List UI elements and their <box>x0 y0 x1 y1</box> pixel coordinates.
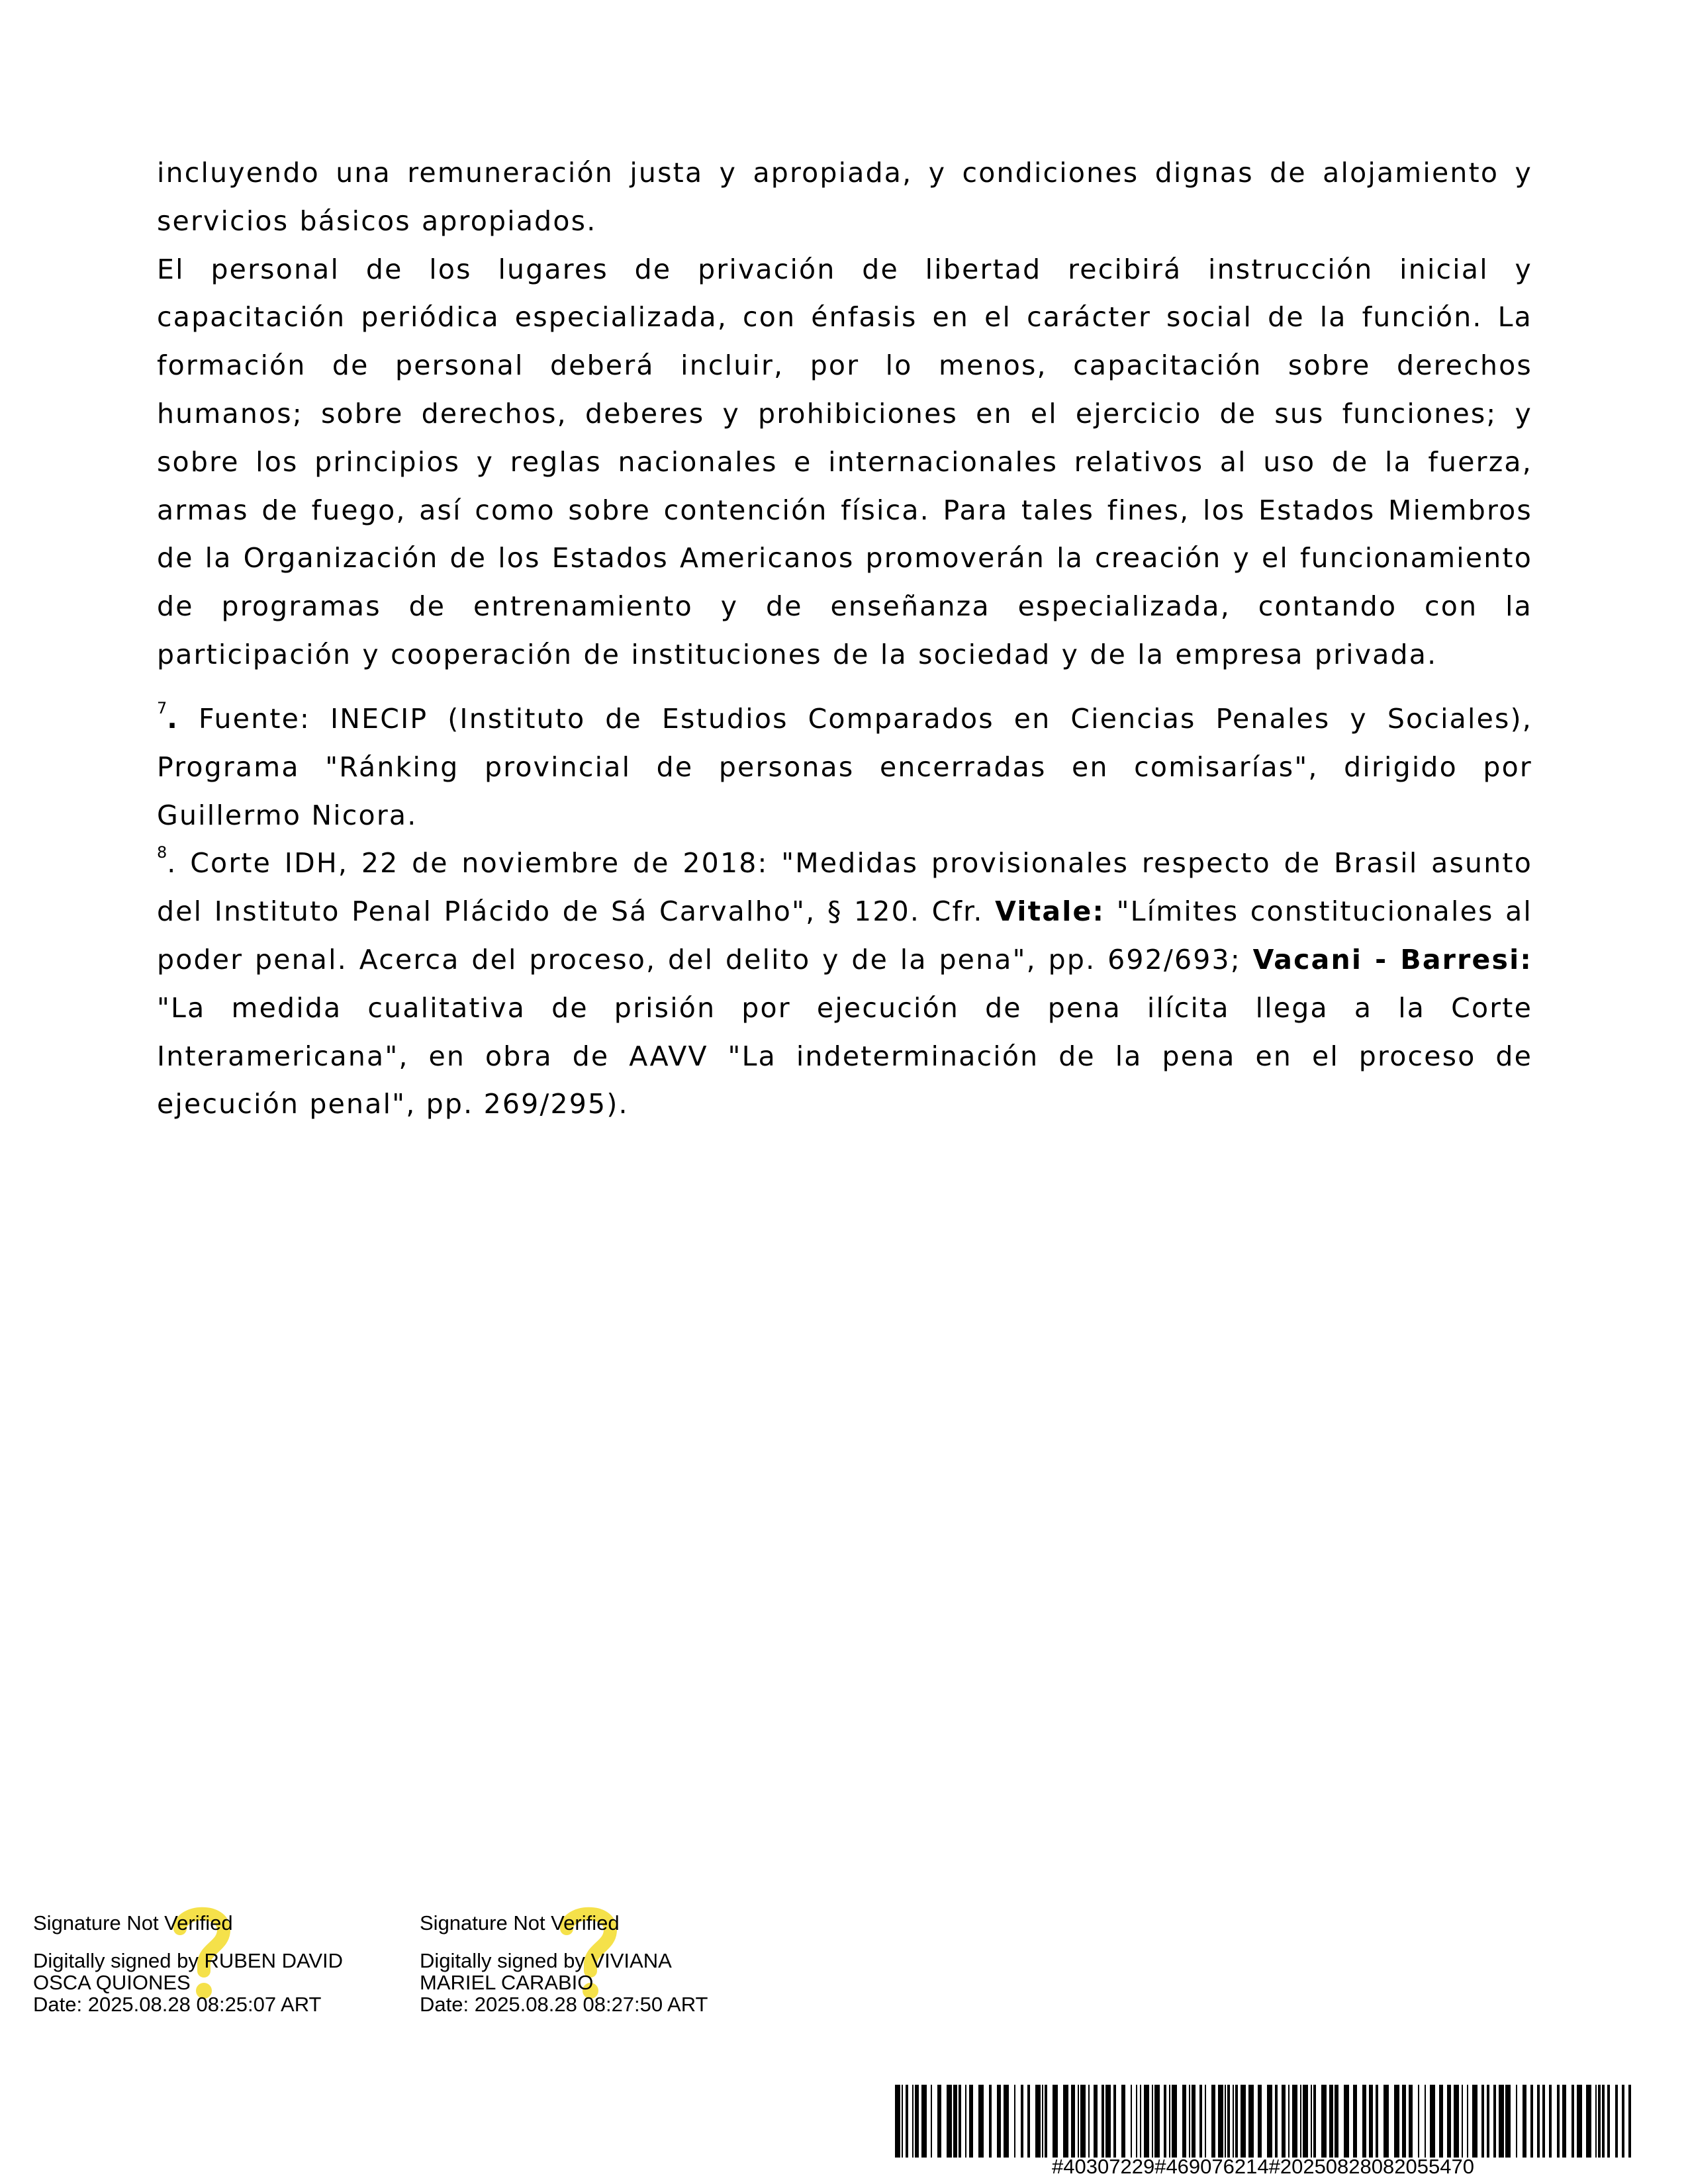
barcode-bar <box>1225 2085 1226 2158</box>
barcode-bar <box>959 2085 961 2158</box>
body-text <box>157 149 1532 679</box>
footnote-7-text: Fuente: INECIP (Instituto de Estudios Comparados en Ciencias Penales y Sociales), Programa "Ránking provincial de personas encerradas en comisarías", dirigido por Guillermo Nicora. <box>157 703 1532 831</box>
barcode-bar <box>1152 2085 1153 2158</box>
barcode-bar <box>978 2085 984 2158</box>
barcode-bar <box>1376 2085 1378 2158</box>
footnote-8-number: 8 <box>157 843 167 862</box>
barcode-bar <box>1409 2085 1413 2158</box>
footnote-8-author-vitale: Vitale: <box>995 895 1105 928</box>
signature-block-2[interactable] <box>420 1911 708 2015</box>
barcode-bar <box>1602 2085 1605 2158</box>
barcode-bar <box>1425 2085 1426 2158</box>
barcode-bar <box>1218 2085 1223 2158</box>
barcode-bar <box>1275 2085 1278 2158</box>
barcode-bar <box>1053 2085 1058 2158</box>
barcode-bar <box>1131 2085 1132 2158</box>
barcode-bar <box>1493 2085 1496 2158</box>
barcode-bar <box>1439 2085 1443 2158</box>
barcode-bar <box>1235 2085 1238 2158</box>
footnote-7-number: 7 <box>157 699 167 717</box>
footnotes <box>157 695 1532 1128</box>
barcode-bar <box>1402 2085 1406 2158</box>
barcode-bar <box>895 2085 900 2158</box>
barcode-bar <box>1021 2085 1023 2158</box>
barcode-bar <box>1329 2085 1333 2158</box>
barcode-bar <box>1562 2085 1566 2158</box>
barcode-bar <box>1172 2085 1177 2158</box>
barcode-bar <box>1311 2085 1312 2158</box>
barcode-bar <box>1505 2085 1511 2158</box>
barcode-bar <box>1292 2085 1297 2158</box>
barcode-bar <box>1557 2085 1560 2158</box>
barcode-bar <box>1233 2085 1234 2158</box>
barcode-bar <box>1462 2085 1463 2158</box>
footnote-8-text-c: "La medida cualitativa de prisión por ejecución de pena ilícita llega a la Corte Interamericana", en obra de AAVV "La indeterminación de la pena en el proceso de ejecución penal", pp. 269/295). <box>157 991 1532 1120</box>
paragraph-1: incluyendo una remuneración justa y apropiada, y condiciones dignas de alojamiento y servicios básicos apropiados. <box>157 157 1532 237</box>
barcode-bar <box>1248 2085 1254 2158</box>
barcode-bar <box>947 2085 952 2158</box>
barcode-bar <box>906 2085 908 2158</box>
barcode-bar <box>1447 2085 1451 2158</box>
barcode-bar <box>1182 2085 1186 2158</box>
barcode-bar <box>1523 2085 1526 2158</box>
barcode-bar <box>1258 2085 1262 2158</box>
barcode-bar <box>1136 2085 1137 2158</box>
barcode-bar <box>1335 2085 1338 2158</box>
barcode-bar <box>1211 2085 1215 2158</box>
footnote-7 <box>157 695 1532 839</box>
barcode-bar <box>1487 2085 1489 2158</box>
footnote-8-text-b: "Límites constitucionales al poder penal. Acerca del proceso, del delito y de la pena", pp. 692/693; <box>157 895 1532 976</box>
barcode-bar <box>1094 2085 1098 2158</box>
barcode-bar <box>1192 2085 1196 2158</box>
barcode-bar <box>1300 2085 1301 2158</box>
barcode-bar <box>1542 2085 1545 2158</box>
signature-block-1[interactable] <box>33 1911 343 2015</box>
barcode-bar <box>1454 2085 1459 2158</box>
barcode-bar <box>1078 2085 1079 2158</box>
barcode-bar <box>1595 2085 1597 2158</box>
barcode-bar <box>1499 2085 1504 2158</box>
barcode-bar <box>931 2085 932 2158</box>
barcode-bar <box>1362 2085 1366 2158</box>
footnote-8 <box>157 839 1532 1128</box>
barcode-bar <box>1418 2085 1419 2158</box>
barcode-bar <box>1607 2085 1610 2158</box>
signed-by-line-2: OSCA QUIONES <box>33 1971 191 1994</box>
signature-status: Signature Not Verified <box>420 1911 620 1934</box>
signed-by-line-2: MARIEL CARABIO <box>420 1971 594 1994</box>
barcode-bar <box>1537 2085 1540 2158</box>
barcode-bar <box>1267 2085 1272 2158</box>
barcode-bar <box>1169 2085 1170 2158</box>
barcode-bar <box>1014 2085 1015 2158</box>
barcode-bar <box>1430 2085 1435 2158</box>
barcode-bar <box>1045 2085 1047 2158</box>
barcode-bar <box>1598 2085 1601 2158</box>
barcode-bar <box>997 2085 1001 2158</box>
barcode-bar <box>921 2085 927 2158</box>
barcode-bar <box>1027 2085 1030 2158</box>
signed-by-line-1: Digitally signed by RUBEN DAVID <box>33 1949 344 1972</box>
barcode-bar <box>1227 2085 1230 2158</box>
barcode-bar <box>1369 2085 1373 2158</box>
barcode-bar <box>1063 2085 1068 2158</box>
barcode-bar <box>1164 2085 1166 2158</box>
signed-by-line-1: Digitally signed by VIVIANA <box>420 1949 672 1972</box>
barcode-bar <box>989 2085 992 2158</box>
barcode-bar <box>1615 2085 1618 2158</box>
barcode-bar <box>1383 2085 1389 2158</box>
signature-status: Signature Not Verified <box>33 1911 233 1934</box>
barcode-bar <box>1154 2085 1160 2158</box>
barcode-bar <box>1288 2085 1289 2158</box>
barcode <box>895 2085 1631 2158</box>
footnote-8-author-vacani-barresi: Vacani - Barresi: <box>1252 943 1532 976</box>
barcode-bar <box>1313 2085 1316 2158</box>
barcode-bar <box>1394 2085 1399 2158</box>
barcode-text: #40307229#469076214#20250828082055470 <box>1052 2155 1474 2178</box>
barcode-bar <box>1472 2085 1477 2158</box>
barcode-bar <box>1102 2085 1104 2158</box>
barcode-bar <box>1199 2085 1202 2158</box>
barcode-bar <box>1321 2085 1327 2158</box>
signature-date: Date: 2025.08.28 08:27:50 ART <box>420 1993 708 2016</box>
barcode-bar <box>969 2085 973 2158</box>
barcode-bar <box>1516 2085 1517 2158</box>
barcode-bar <box>1353 2085 1357 2158</box>
footnote-8-text-a: . Corte IDH, 22 de noviembre de 2018: "Medidas provisionales respecto de Brasil asunto del Instituto Penal Plácido de Sá Carvalho", § 120. Cfr. <box>157 847 1532 928</box>
barcode-bar <box>1467 2085 1468 2158</box>
barcode-bar <box>1042 2085 1043 2158</box>
paragraph-2: El personal de los lugares de privación de libertad recibirá instrucción inicial y capacitación periódica especializada, con énfasis en el carácter social de la función. La formación de personal deberá incluir, por lo menos, capacitación sobre derechos humanos; sobre derechos, deberes y prohibiciones en el ejercicio de sus funciones; y sobre los principios y reglas nacionales e internacionales relativos al uso de la fuerza, armas de fuego, así como sobre contención física. Para tales fines, los Estados Miembros de la Organización de los Estados Americanos promoverán la creación y el funcionamiento de programas de entrenamiento y de enseñanza especializada, contando con la participación y cooperación de instituciones de la sociedad y de la empresa privada. <box>157 253 1532 670</box>
barcode-bar <box>1303 2085 1308 2158</box>
barcode-bar <box>1622 2085 1624 2158</box>
barcode-bar <box>1144 2085 1149 2158</box>
barcode-bar <box>1088 2085 1090 2158</box>
barcode-bar <box>1105 2085 1111 2158</box>
barcode-bar <box>1571 2085 1574 2158</box>
barcode-bar <box>1577 2085 1582 2158</box>
barcode-bar <box>1530 2085 1533 2158</box>
barcode-bar <box>1140 2085 1141 2158</box>
barcode-bar <box>1080 2085 1086 2158</box>
barcode-bar <box>1549 2085 1552 2158</box>
signature-date: Date: 2025.08.28 08:25:07 ART <box>33 1993 322 2016</box>
barcode-bar <box>902 2085 903 2158</box>
barcode-bar <box>937 2085 941 2158</box>
barcode-bar <box>1189 2085 1190 2158</box>
barcode-bar <box>1241 2085 1246 2158</box>
barcode-bar <box>1282 2085 1286 2158</box>
barcode-bar <box>1004 2085 1009 2158</box>
barcode-bar <box>1586 2085 1591 2158</box>
barcode-bar <box>915 2085 919 2158</box>
barcode-bar <box>1121 2085 1125 2158</box>
barcode-bar <box>953 2085 957 2158</box>
barcode-bar <box>1205 2085 1206 2158</box>
barcode-bar <box>1071 2085 1075 2158</box>
barcode-bar <box>1481 2085 1484 2158</box>
barcode-bar <box>1113 2085 1116 2158</box>
barcode-bar <box>1628 2085 1631 2158</box>
barcode-bar <box>1344 2085 1349 2158</box>
barcode-bar <box>965 2085 966 2158</box>
barcode-bar <box>912 2085 914 2158</box>
barcode-bar <box>1035 2085 1041 2158</box>
footnote-7-dot: . <box>167 703 179 735</box>
